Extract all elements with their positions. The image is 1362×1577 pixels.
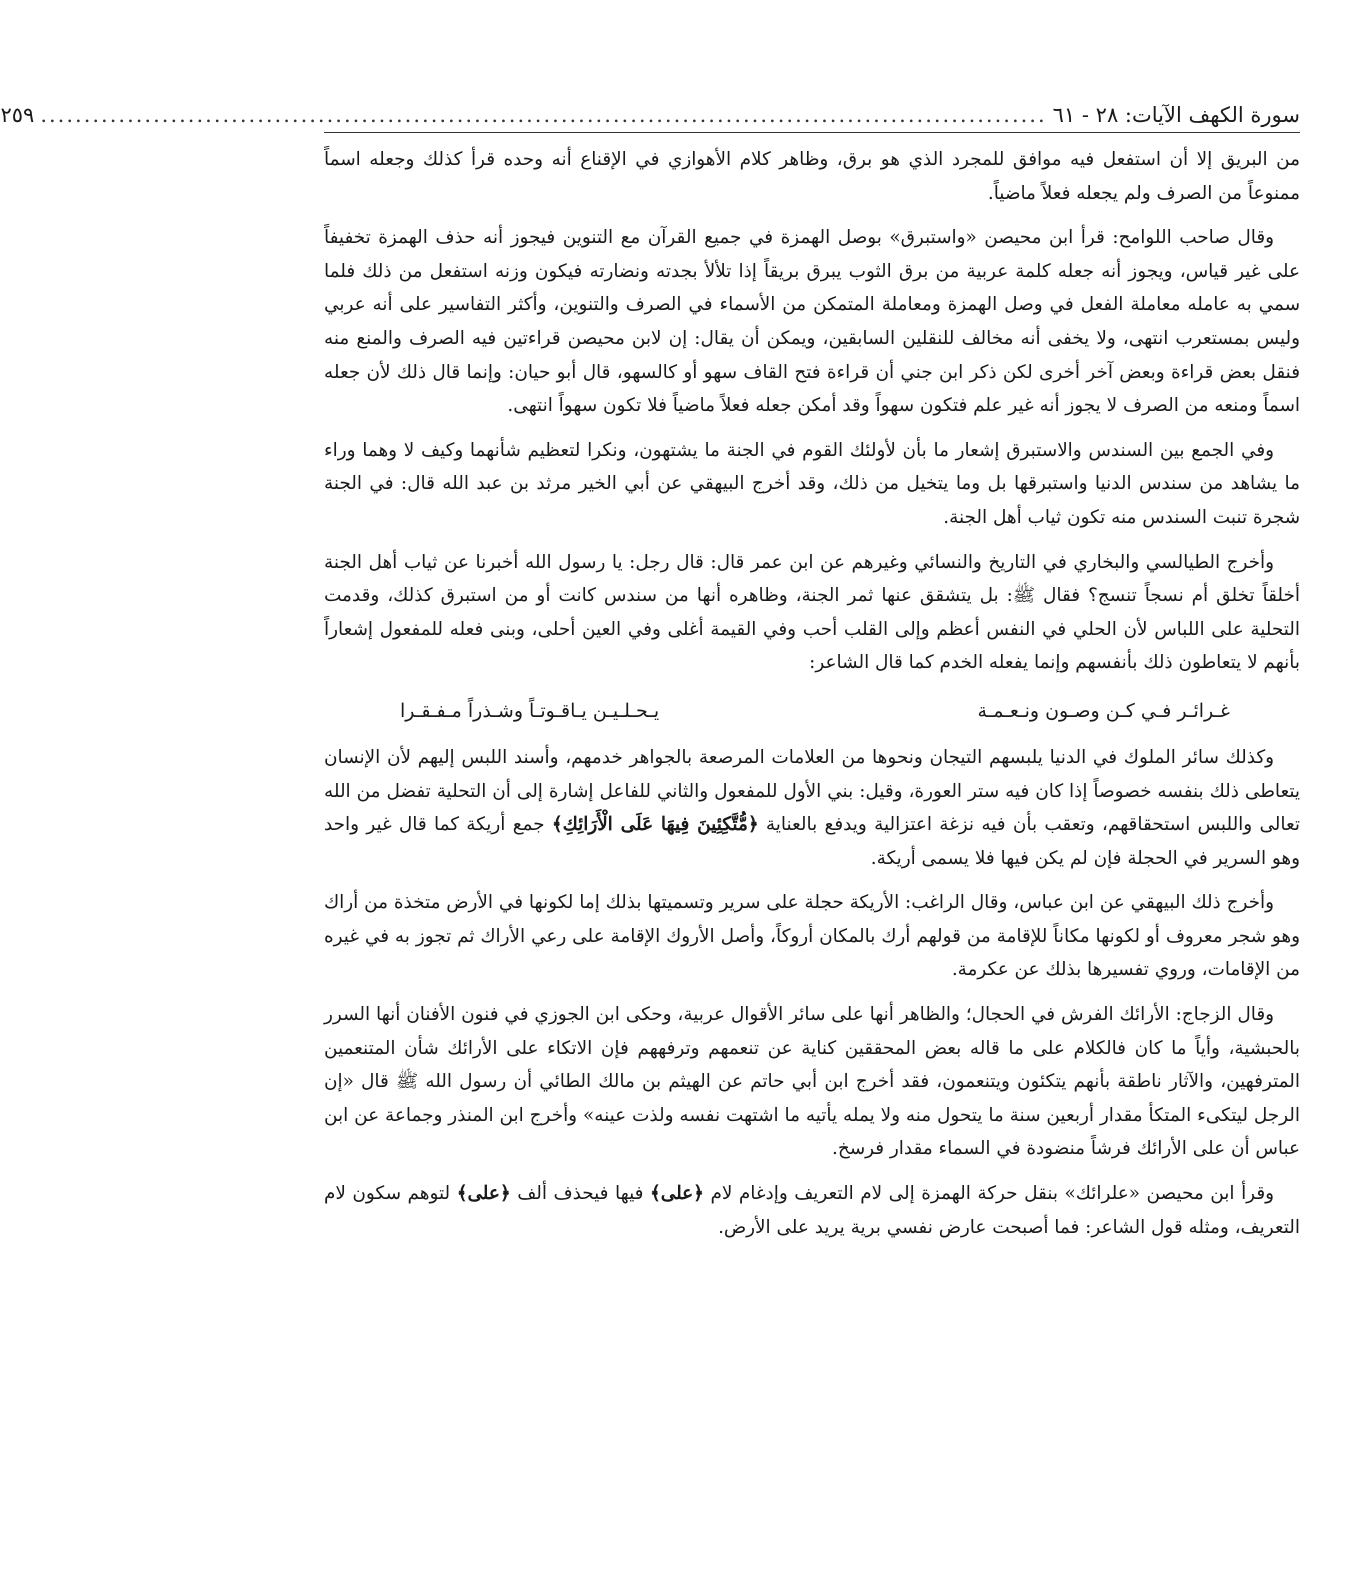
- paragraph-5-after: جمع أريكة كما قال غير واحد وهو السرير في الحجلة فإن لم يكن فيها فلا يسمى أريكة.: [324, 814, 1300, 869]
- quran-word-2: ﴿على﴾: [456, 1183, 511, 1205]
- quran-quote: ﴿مُّتَّكِئِينَ فِيهَا عَلَى الْأَرَائِكِ﴾: [551, 814, 759, 836]
- paragraph-8-part2: فيها فيحذف ألف: [517, 1183, 644, 1205]
- surah-title: سورة الكهف الآيات: ٢٨ - ٦١: [1052, 103, 1300, 127]
- running-head: [0, 92, 1300, 133]
- page-number: ٢٥٩: [0, 103, 35, 127]
- paragraph-7: وقال الزجاج: الأرائك الفرش في الحجال؛ والظاهر أنها على سائر الأقوال عربية، وحكى ابن الجوزي في فنون الأفنان أنها السرر بالحبشية، وأياً ما كان فالكلام على ما قاله بعض المحققين كناية عن تنعمهم وترفههم فإن الاتكاء على الأرائك شأن المتنعمين المترفهين، والآثار ناطقة بأنهم يتكئون ويتنعمون، فقد أخرج ابن أبي حاتم عن الهيثم بن مالك الطائي أن رسول الله ﷺ قال «إن الرجل ليتكىء المتكأ مقدار أربعين سنة ما يتحول منه ولا يمله يأتيه ما اشتهت نفسه ولذت عينه» وأخرج ابن المنذر وجماعة عن ابن عباس أن على الأرائك فرشاً منضودة في السماء مقدار فرسخ.: [324, 1004, 1300, 1160]
- paragraph-1: من البريق إلا أن استفعل فيه موافق للمجرد الذي هو برق، وظاهر كلام الأهوازي في الإقناع أنه وحده قرأ كذلك وجعله اسماً ممنوعاً من الصرف ولم يجعله فعلاً ماضياً.: [324, 149, 1300, 204]
- poetry-verse: [324, 691, 1300, 731]
- quran-word-1: ﴿على﴾: [649, 1183, 704, 1205]
- paragraph-5: [324, 741, 1300, 875]
- paragraph-6: وأخرج ذلك البيهقي عن ابن عباس، وقال الراغب: الأريكة حجلة على سرير وتسميتها بذلك إما لكونها في الأرض متخذة من أراك وهو شجر معروف أو لكونها مكاناً للإقامة من قولهم أرك بالمكان أروكاً، وأصل الأروك الإقامة على رعي الأراك ثم تجوز به في غيره من الإقامات، وروي تفسيرها بذلك عن عكرمة.: [324, 892, 1300, 981]
- verse-right-hemistich: غـرائـر فـي كـن وصـون ونـعـمـة: [977, 699, 1230, 722]
- verse-left-hemistich: يـحـلـيـن يـاقـوتـاً وشـذراً مـفـقـرا: [400, 699, 660, 722]
- paragraph-5-text: وكذلك سائر الملوك في الدنيا يلبسهم التيجان ونحوها من العلامات المرصعة بالجواهر خدمهم، وأسند اللبس إليهم لأن الإنسان يتعاطى ذلك بنفسه خصوصاً إذا كان فيه ستر العورة، وقيل: بني الأول للمفعول والثاني للفاعل إشارة إلى أن التحلية تفضل من الله تعالى واللبس استحقاقهم، وتعقب بأن فيه نزغة اعتزالية ويدفع بالعناية: [324, 746, 1300, 836]
- leader-dots: ....................................................................................................................: [40, 103, 1047, 127]
- paragraph-2: وقال صاحب اللوامح: قرأ ابن محيصن «واستبرق» بوصل الهمزة في جميع القرآن مع التنوين فيجوز أنه حذف الهمزة تخفيفاً على غير قياس، ويجوز أنه جعله كلمة عربية من برق الثوب يبرق بريقاً إذا تلألأ بجدته ونضارته فيكون وزنه استفعل من ذلك فلما سمي به عامله معاملة الفعل في وصل الهمزة ومعاملة المتمكن من الأسماء في الصرف والتنوين، وأكثر التفاسير على أنه عربي وليس بمستعرب انتهى، ولا يخفى أنه مخالف للنقلين السابقين، ويمكن أن يقال: إن لابن محيصن قراءتين فيه الصرف والمنع منه فنقل بعض قراءة وبعض آخر أخرى لكن ذكر ابن جني أن قراءة فتح القاف سهو أو كالسهو، قال أبو حيان: وإنما قال ذلك لأن جعله اسماً ومنعه من الصرف لا يجوز أنه غير علم فتكون سهواً وقد أمكن جعله فعلاً ماضياً فلا تكون سهواً انتهى.: [324, 227, 1300, 417]
- paragraph-3: وفي الجمع بين السندس والاستبرق إشعار ما بأن لأولئك القوم في الجنة ما يشتهون، ونكرا لتعظيم شأنهما وكيف لا وهما وراء ما يشاهد من سندس الدنيا واستبرقها بل وما يتخيل من ذلك، وقد أخرج البيهقي عن أبي الخير مرثد بن عبد الله قال: في الجنة شجرة تنبت السندس منه تكون ثياب أهل الجنة.: [324, 439, 1300, 528]
- paragraph-4: وأخرج الطيالسي والبخاري في التاريخ والنسائي وغيرهم عن ابن عمر قال: قال رجل: يا رسول الله أخبرنا عن ثياب أهل الجنة أخلقاً تخلق أم نسجاً تنسج؟ فقال ﷺ: بل يتشقق عنها ثمر الجنة، وظاهره أنها من سندس كانت أو من استبرق كذلك، وقدمت التحلية على اللباس لأن الحلي في النفس أعظم وإلى القلب أحب وفي القيمة أغلى وفي العين أحلى، وبنى فعله للمفعول إشعاراً بأنهم لا يتعاطون ذلك بأنفسهم وإنما يفعله الخدم كما قال الشاعر:: [324, 551, 1300, 674]
- paragraph-8-part3: لتوهم سكون لام التعريف، ومثله قول الشاعر: فما أصبحت عارض نفسي برية يريد على الأرض.: [324, 1183, 1300, 1238]
- book-page: [0, 92, 1300, 1532]
- paragraph-8: [324, 1177, 1300, 1244]
- paragraph-8-part1: وقرأ ابن محيصن «علرائك» بنقل حركة الهمزة إلى لام التعريف وإدغام لام: [710, 1183, 1274, 1205]
